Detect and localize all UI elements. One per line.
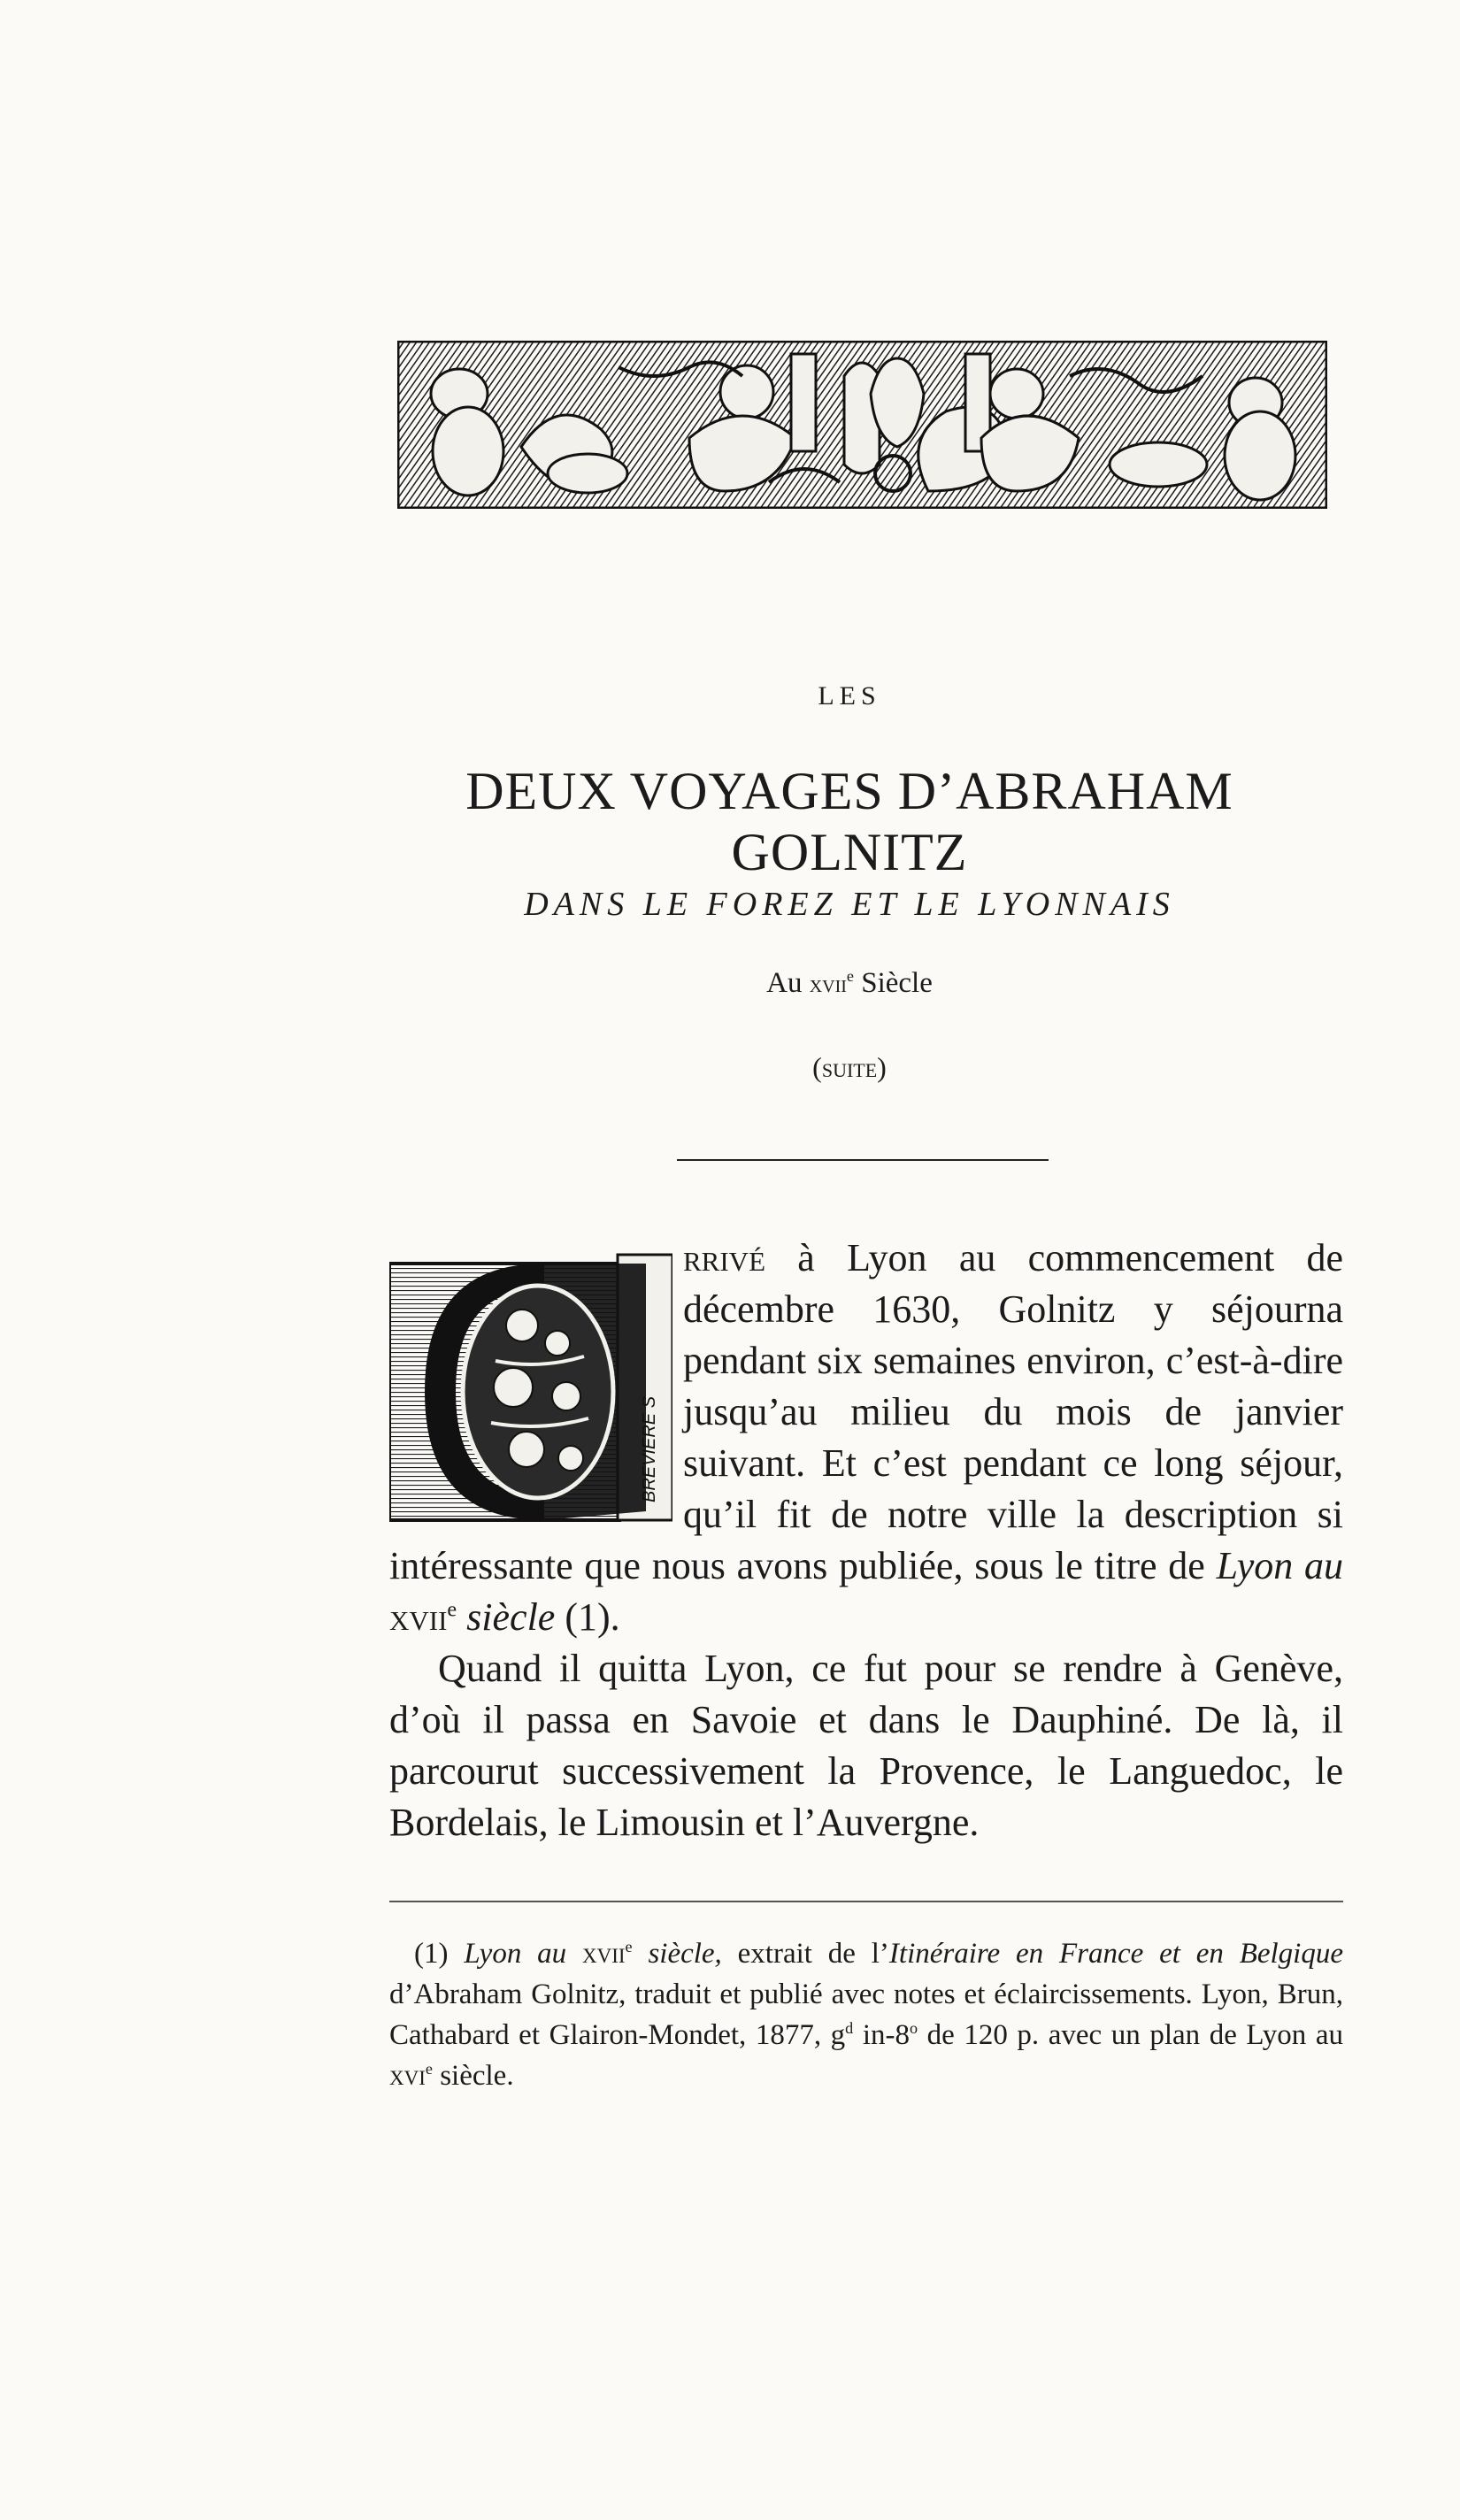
century-prefix: Au [766, 967, 810, 999]
p1-text-a: à Lyon au commencement de décembre 1630, Golnitz y séjourna pendant six semaines environ, c’est-à-dire jusqu’au milieu du mois de janvier suivant. Et c’est pendant ce long séjour, qu’il fit de notre ville la description si intéressante que nous avons publiée, sous le titre de [389, 1236, 1343, 1587]
heading-les: LES [818, 681, 881, 711]
century-line [354, 967, 1345, 1000]
body-text [389, 1233, 1343, 1848]
title-rule [677, 1159, 1049, 1161]
footnote-sup: e [625, 1938, 633, 1955]
suite-label: (suite) [812, 1051, 887, 1083]
footnote-numeral-2: xvi [389, 2060, 426, 2092]
p1-italic: Lyon au [1216, 1544, 1343, 1587]
footnote-rule [389, 1901, 1343, 1902]
footnote-text-a: extrait de l’ [721, 1938, 889, 1970]
footnote-marker: (1) [414, 1938, 465, 1970]
footnote-sup-3: o [909, 2019, 918, 2037]
ornamental-headpiece-icon [397, 341, 1327, 509]
footnote [389, 1933, 1343, 2096]
paragraph-2: Quand il quitta Lyon, ce fut pour se rendre à Genève, d’où il passa en Savoie et dans le Dauphiné. De là, il parcourut successivement la Provence, le Languedoc, le Bordelais, le Limousin et l’Auvergne. [389, 1647, 1343, 1844]
century-sup: e [846, 967, 854, 985]
paragraph-1 [389, 1233, 1343, 1643]
p1-sup: e [447, 1597, 457, 1622]
page-title: DEUX VOYAGES D’ABRAHAM GOLNITZ [465, 762, 1233, 881]
century-numeral: xvii [809, 971, 847, 998]
footnote-numeral: xvii [582, 1938, 626, 1970]
engraver-signature: BREVIERE S [640, 1395, 659, 1502]
p1-text-b: (1). [555, 1595, 620, 1639]
footnote-italic-c: Itinéraire en France et en Belgique [888, 1938, 1343, 1970]
footnote-sup-4: e [425, 2060, 433, 2078]
footnote-text-b: d’Abraham Golnitz, traduit et publié avec notes et éclaircissements. Lyon, Brun, Cathabard et Glairon-Mondet, 1877, g [389, 1978, 1343, 2051]
footnote-italic-a: Lyon au [464, 1938, 582, 1970]
footnote-text-e: siècle. [432, 2060, 514, 2092]
century-word: Siècle [853, 967, 933, 999]
footnote-sup-2: d [845, 2019, 854, 2037]
subtitle: DANS LE FOREZ ET LE LYONNAIS [524, 886, 1175, 923]
footnote-italic-b: siècle, [632, 1938, 722, 1970]
p1-numeral: xvii [389, 1595, 448, 1639]
first-word: rrivé [683, 1236, 765, 1279]
footnote-text-c: in-8 [853, 2019, 910, 2051]
p1-italic-2: siècle [457, 1595, 556, 1639]
footnote-text-d: de 120 p. avec un plan de Lyon au [918, 2019, 1343, 2051]
